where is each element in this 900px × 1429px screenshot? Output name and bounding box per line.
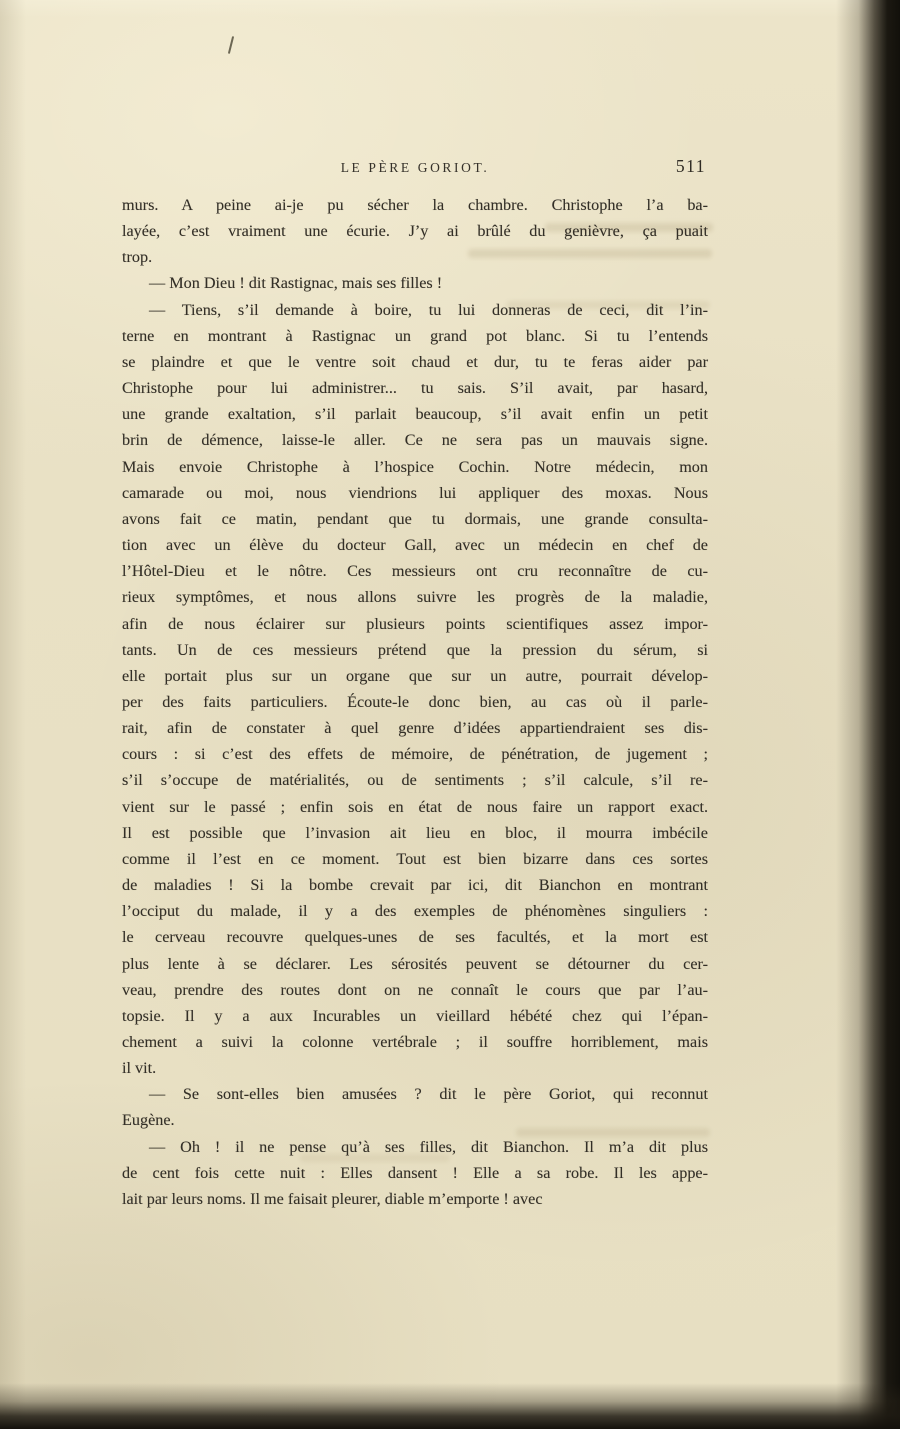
text-line: l’Hôtel-Dieu et le nôtre. Ces messieurs ont cru reconnaître de cu-	[122, 562, 708, 581]
paragraph	[122, 1081, 708, 1133]
text-line: vient sur le passé ; enfin sois en état de nous faire un rapport exact.	[122, 797, 708, 816]
text-line: plus lente à se déclarer. Les sérosités peuvent se détourner du cer-	[122, 954, 708, 973]
text-line: — Tiens, s’il demande à boire, tu lui donneras de ceci, dit l’in-	[149, 300, 708, 319]
running-title: LE PÈRE GORIOT.	[340, 160, 490, 175]
text-line: camarade ou moi, nous viendrions lui appliquer des moxas. Nous	[122, 483, 708, 502]
text-line: cours : si c’est des effets de mémoire, de pénétration, de jugement ;	[122, 745, 708, 764]
text-line: — Mon Dieu ! dit Rastignac, mais ses filles !	[149, 274, 443, 293]
text-line: s’il s’occupe de matérialités, ou de sentiments ; s’il calcule, s’il re-	[122, 771, 708, 790]
text-line: Eugène.	[122, 1111, 175, 1130]
pen-mark-artifact	[228, 36, 234, 54]
text-line: trop.	[122, 248, 153, 267]
text-line: rait, afin de constater à quel genre d’idées appartiendraient ses dis-	[122, 719, 708, 738]
text-line: comme il l’est en ce moment. Tout est bien bizarre dans ces sortes	[122, 849, 708, 868]
text-line: se plaindre et que le ventre soit chaud et dur, tu te feras aider par	[122, 352, 708, 371]
paragraph	[122, 297, 708, 1082]
text-line: tion avec un élève du docteur Gall, avec un médecin en chef de	[122, 536, 708, 555]
text-line: brin de démence, laisse-le aller. Ce ne sera pas un mauvais signe.	[122, 431, 708, 450]
text-line: terne en montrant à Rastignac un grand pot blanc. Si tu l’entends	[122, 326, 708, 345]
text-line: de cent fois cette nuit : Elles dansent ! Elle a sa robe. Il les appe-	[122, 1163, 708, 1182]
page-header	[122, 156, 708, 180]
text-line: afin de nous éclairer sur plusieurs points scientifiques assez impor-	[122, 614, 708, 633]
text-line: Christophe pour lui administrer... tu sais. S’il avait, par hasard,	[122, 379, 708, 398]
text-line: le cerveau recouvre quelques-unes de ses facultés, et la mort est	[122, 928, 708, 947]
text-line: lait par leurs noms. Il me faisait pleurer, diable m’emporte ! avec	[122, 1189, 543, 1208]
text-line: de maladies ! Si la bombe crevait par ici, dit Bianchon en montrant	[122, 876, 708, 895]
scan-edge-bottom	[0, 1383, 900, 1429]
text-line: per des faits particuliers. Écoute-le donc bien, au cas où il parle-	[122, 692, 708, 711]
page-top-highlight	[0, 0, 900, 18]
text-line: avons fait ce matin, pendant que tu dormais, une grande consulta-	[122, 509, 708, 528]
scan-edge-right	[836, 0, 900, 1429]
page-left-shadow	[0, 0, 26, 1429]
text-line: une grande exaltation, s’il parlait beaucoup, s’il avait enfin un petit	[122, 405, 708, 424]
text-line: veau, prendre des routes dont on ne connaît le cours que par l’au-	[122, 980, 708, 999]
text-line: — Se sont-elles bien amusées ? dit le père Goriot, qui reconnut	[149, 1085, 708, 1104]
text-line: murs. A peine ai-je pu sécher la chambre. Christophe l’a ba-	[122, 196, 708, 214]
text-line: tants. Un de ces messieurs prétend que la pression du sérum, si	[122, 640, 708, 659]
text-line: il vit.	[122, 1059, 157, 1078]
text-line: topsie. Il y a aux Incurables un vieillard hébété chez qui l’épan-	[122, 1006, 708, 1025]
text-line: rieux symptômes, et nous allons suivre les progrès de la maladie,	[122, 588, 708, 607]
text-line: l’occiput du malade, il y a des exemples de phénomènes singuliers :	[122, 902, 708, 921]
text-line: — Oh ! il ne pense qu’à ses filles, dit Bianchon. Il m’a dit plus	[149, 1137, 708, 1156]
text-line: chement a suivi la colonne vertébrale ; il souffre horriblement, mais	[122, 1033, 708, 1051]
text-line: layée, c’est vraiment une écurie. J’y ai brûlé du genièvre, ça puait	[122, 222, 708, 241]
paragraph	[122, 1134, 708, 1212]
paragraph	[122, 270, 708, 296]
text-block	[122, 192, 708, 1212]
text-line: Mais envoie Christophe à l’hospice Cochin. Notre médecin, mon	[122, 457, 708, 476]
text-line: elle portait plus sur un organe que sur un autre, pourrait dévelop-	[122, 666, 708, 685]
text-line: Il est possible que l’invasion ait lieu en bloc, il mourra imbécile	[122, 823, 708, 842]
page-number: 511	[675, 156, 706, 176]
paragraph	[122, 192, 708, 270]
